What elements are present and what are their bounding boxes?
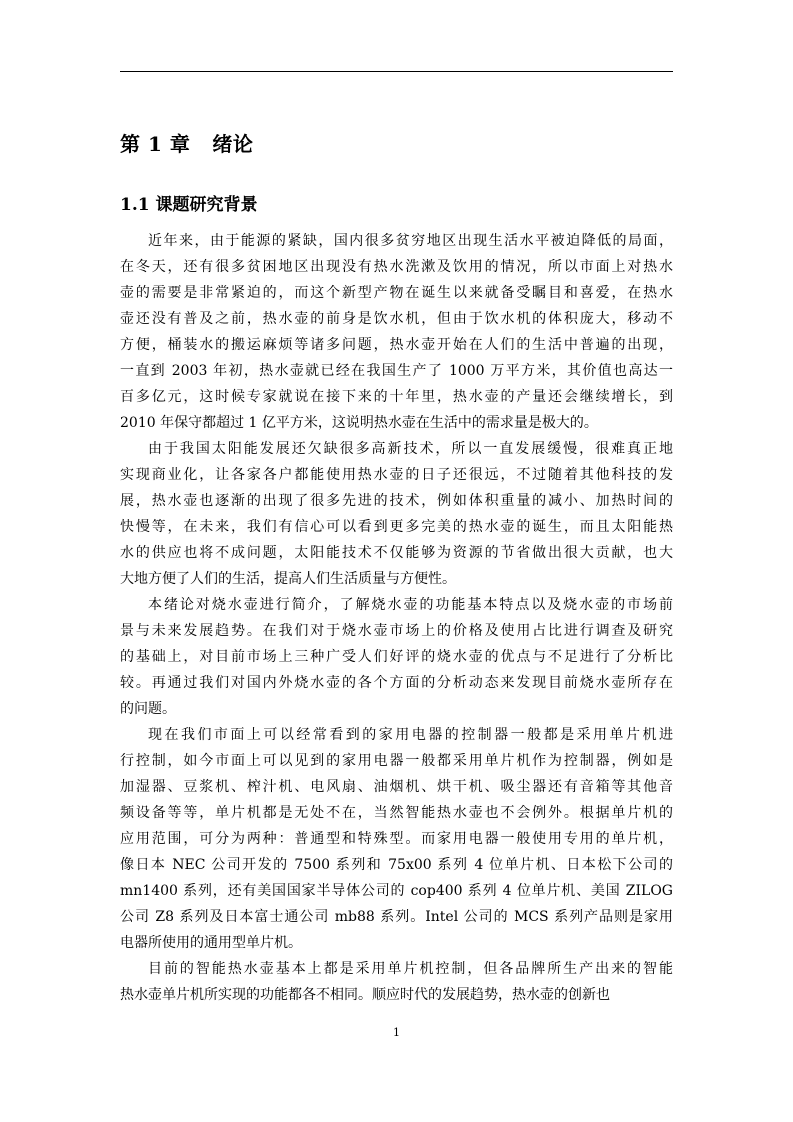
paragraph-line: 频设备等等，单片机都是无处不在，当然智能热水壶也不会例外。根据单片机的	[120, 805, 673, 821]
paragraph-line: 一直到 2003 年初，热水壶就已经在我国生产了 1000 万平方米，其价值也高达一	[120, 363, 673, 379]
paragraph-line: 方便，桶装水的搬运麻烦等诸多问题，热水壶开始在人们的生活中普遍的出现，	[120, 337, 673, 353]
header-rule	[120, 71, 673, 72]
paragraph-line: 大地方便了人们的生活，提高人们生活质量与方便性。	[120, 571, 456, 587]
paragraph	[120, 592, 673, 722]
paragraph-line: 热水壶单片机所实现的功能都各不相同。顺应时代的发展趋势，热水壶的创新也	[120, 987, 610, 1003]
paragraph-line: 较。再通过我们对国内外烧水壶的各个方面的分析动态来发现目前烧水壶所存在	[120, 675, 673, 691]
paragraph-line: mn1400 系列，还有美国国家半导体公司的 cop400 系列 4 位单片机、美国 ZILOG	[120, 883, 673, 899]
paragraph-line: 近年来，由于能源的紧缺，国内很多贫穷地区出现生活水平被迫降低的局面，	[148, 233, 673, 249]
paragraph-line: 景与未来发展趋势。在我们对于烧水壶市场上的价格及使用占比进行调查及研究	[120, 623, 673, 639]
chapter-heading	[120, 128, 253, 157]
paragraph	[120, 956, 673, 1008]
paragraph	[120, 722, 673, 956]
body-text	[120, 228, 673, 1008]
paragraph-line: 的基础上，对目前市场上三种广受人们好评的烧水壶的优点与不足进行了分析比	[120, 649, 673, 665]
paragraph-line: 应用范围，可分为两种：普通型和特殊型。而家用电器一般使用专用的单片机，	[120, 831, 673, 847]
paragraph-line: 公司 Z8 系列及日本富士通公司 mb88 系列。Intel 公司的 MCS 系列产品则是家用	[120, 909, 673, 925]
paragraph-line: 由于我国太阳能发展还欠缺很多高新技术，所以一直发展缓慢，很难真正地	[148, 441, 673, 457]
chapter-number: 第 1 章	[120, 132, 191, 156]
page-number: 1	[393, 1026, 400, 1039]
paragraph-line: 现在我们市面上可以经常看到的家用电器的控制器一般都是采用单片机进	[148, 727, 673, 743]
chapter-title: 绪论	[212, 132, 254, 156]
paragraph-line: 百多亿元，这时候专家就说在接下来的十年里，热水壶的产量还会继续增长，到	[120, 389, 673, 405]
paragraph-line: 像日本 NEC 公司开发的 7500 系列和 75x00 系列 4 位单片机、日本松下公司的	[120, 857, 673, 873]
paragraph-line: 在冬天，还有很多贫困地区出现没有热水洗漱及饮用的情况，所以市面上对热水	[120, 259, 673, 275]
paragraph-line: 本绪论对烧水壶进行简介，了解烧水壶的功能基本特点以及烧水壶的市场前	[148, 597, 673, 613]
paragraph-line: 电器所使用的通用型单片机。	[120, 935, 302, 951]
paragraph-line: 2010 年保守都超过 1 亿平方米，这说明热水壶在生活中的需求量是极大的。	[120, 415, 598, 431]
paragraph	[120, 436, 673, 592]
paragraph	[120, 228, 673, 436]
paragraph-line: 壶还没有普及之前，热水壶的前身是饮水机，但由于饮水机的体积庞大，移动不	[120, 311, 673, 327]
paragraph-line: 实现商业化，让各家各户都能使用热水壶的日子还很远，不过随着其他科技的发	[120, 467, 673, 483]
paragraph-line: 展，热水壶也逐渐的出现了很多先进的技术，例如体积重量的减小、加热时间的	[120, 493, 673, 509]
section-heading: 1.1 课题研究背景	[120, 195, 258, 215]
paragraph-line: 快慢等，在未来，我们有信心可以看到更多完美的热水壶的诞生，而且太阳能热	[120, 519, 673, 535]
paragraph-line: 壶的需要是非常紧迫的，而这个新型产物在诞生以来就备受瞩目和喜爱，在热水	[120, 285, 673, 301]
paragraph-line: 水的供应也将不成问题，太阳能技术不仅能够为资源的节省做出很大贡献，也大	[120, 545, 673, 561]
paragraph-line: 目前的智能热水壶基本上都是采用单片机控制，但各品牌所生产出来的智能	[148, 961, 673, 977]
paragraph-line: 的问题。	[120, 701, 176, 717]
paragraph-line: 行控制，如今市面上可以见到的家用电器一般都采用单片机作为控制器，例如是	[120, 753, 673, 769]
paragraph-line: 加湿器、豆浆机、榨汁机、电风扇、油烟机、烘干机、吸尘器还有音箱等其他音	[120, 779, 673, 795]
